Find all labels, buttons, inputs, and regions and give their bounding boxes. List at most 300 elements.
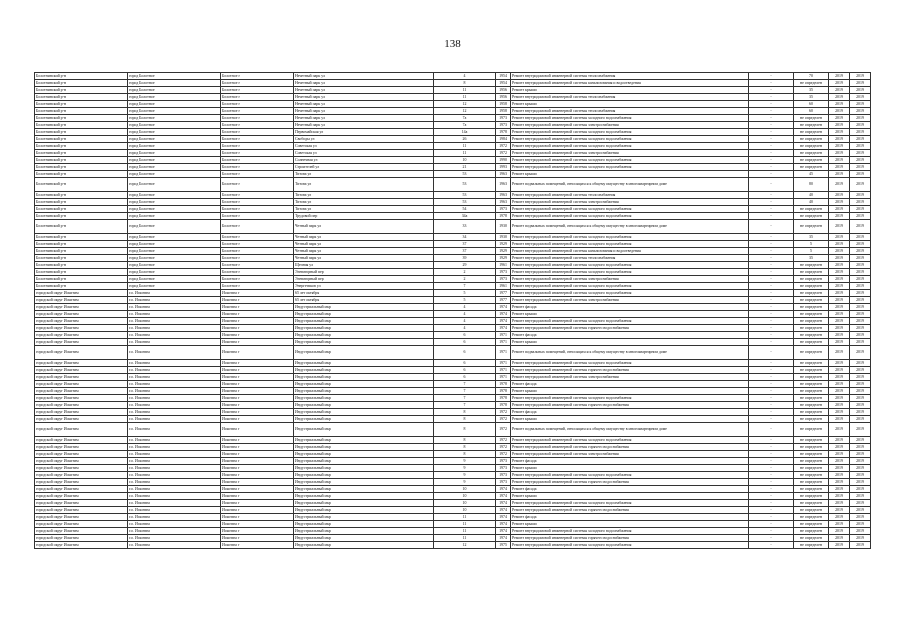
- year-built-cell: 1971: [496, 367, 511, 374]
- start-year-cell: 2019: [829, 486, 850, 493]
- house-number-cell: 8: [434, 444, 496, 451]
- cost-cell: 35: [794, 255, 829, 262]
- work-type-cell: Ремонт крыши: [511, 87, 749, 94]
- end-year-cell: 2019: [850, 500, 871, 507]
- work-type-cell: Ремонт внутридомовой инженерной системы холодного водоснабжения: [511, 164, 749, 171]
- year-built-cell: 1974: [496, 528, 511, 535]
- house-number-cell: 21: [434, 164, 496, 171]
- work-type-cell: Ремонт внутридомовой инженерной системы холодного водоснабжения: [511, 318, 749, 325]
- district-cell: городской округ Искитим: [35, 514, 128, 521]
- cost-cell: не определен: [794, 409, 829, 416]
- start-year-cell: 2019: [829, 402, 850, 409]
- table-row: [35, 535, 871, 542]
- year-built-cell: 1930: [496, 234, 511, 241]
- locality-cell: Болотное г: [221, 94, 294, 101]
- street-cell: Индустриальный мкр: [294, 402, 434, 409]
- locality-cell: Искитим г: [221, 514, 294, 521]
- table-row: [35, 213, 871, 220]
- table-row: [35, 395, 871, 402]
- end-year-cell: 2019: [850, 150, 871, 157]
- district-cell: Болотнинский р-н: [35, 143, 128, 150]
- start-year-cell: 2019: [829, 206, 850, 213]
- dash-cell: -: [749, 101, 794, 108]
- end-year-cell: 2019: [850, 115, 871, 122]
- end-year-cell: 2019: [850, 528, 871, 535]
- municipality-cell: город Болотное: [128, 136, 221, 143]
- municipality-cell: г.о. Искитим: [128, 458, 221, 465]
- table-row: [35, 332, 871, 339]
- dash-cell: -: [749, 514, 794, 521]
- house-number-cell: 10: [434, 507, 496, 514]
- district-cell: Болотнинский р-н: [35, 269, 128, 276]
- end-year-cell: 2019: [850, 157, 871, 164]
- year-built-cell: 1963: [496, 171, 511, 178]
- street-cell: Индустриальный мкр: [294, 535, 434, 542]
- table-row: [35, 465, 871, 472]
- locality-cell: Искитим г: [221, 332, 294, 339]
- start-year-cell: 2019: [829, 234, 850, 241]
- district-cell: городской округ Искитим: [35, 360, 128, 367]
- dash-cell: -: [749, 332, 794, 339]
- street-cell: Индустриальный мкр: [294, 381, 434, 388]
- start-year-cell: 2019: [829, 241, 850, 248]
- municipality-cell: г.о. Искитим: [128, 374, 221, 381]
- end-year-cell: 2019: [850, 388, 871, 395]
- street-cell: Индустриальный мкр: [294, 360, 434, 367]
- municipality-cell: г.о. Искитим: [128, 437, 221, 444]
- street-cell: Нечетный парк ул: [294, 115, 434, 122]
- locality-cell: Искитим г: [221, 325, 294, 332]
- district-cell: Болотнинский р-н: [35, 122, 128, 129]
- year-built-cell: 1978: [496, 129, 511, 136]
- cost-cell: 35: [794, 87, 829, 94]
- district-cell: Болотнинский р-н: [35, 255, 128, 262]
- cost-cell: не определен: [794, 486, 829, 493]
- work-type-cell: Ремонт внутридомовой инженерной системы холодного водоснабжения: [511, 472, 749, 479]
- district-cell: Болотнинский р-н: [35, 80, 128, 87]
- district-cell: городской округ Искитим: [35, 486, 128, 493]
- municipality-cell: город Болотное: [128, 206, 221, 213]
- table-row: [35, 283, 871, 290]
- locality-cell: Болотное г: [221, 262, 294, 269]
- street-cell: Титова ул: [294, 199, 434, 206]
- cost-cell: не определен: [794, 339, 829, 346]
- street-cell: Энергетиков ул: [294, 283, 434, 290]
- year-built-cell: 1973: [496, 276, 511, 283]
- dash-cell: -: [749, 444, 794, 451]
- dash-cell: -: [749, 437, 794, 444]
- table-row: [35, 80, 871, 87]
- start-year-cell: 2019: [829, 276, 850, 283]
- start-year-cell: 2019: [829, 269, 850, 276]
- year-built-cell: 1958: [496, 108, 511, 115]
- municipality-cell: г.о. Искитим: [128, 346, 221, 360]
- work-type-cell: Ремонт внутридомовой инженерной системы холодного водоснабжения: [511, 241, 749, 248]
- municipality-cell: город Болотное: [128, 241, 221, 248]
- work-type-cell: Ремонт внутридомовой инженерной системы электроснабжения: [511, 122, 749, 129]
- start-year-cell: 2019: [829, 157, 850, 164]
- cost-cell: не определен: [794, 451, 829, 458]
- year-built-cell: 1974: [496, 521, 511, 528]
- locality-cell: Болотное г: [221, 115, 294, 122]
- locality-cell: Болотное г: [221, 178, 294, 192]
- locality-cell: Искитим г: [221, 437, 294, 444]
- end-year-cell: 2019: [850, 318, 871, 325]
- dash-cell: -: [749, 199, 794, 206]
- district-cell: Болотнинский р-н: [35, 108, 128, 115]
- street-cell: Индустриальный мкр: [294, 444, 434, 451]
- municipality-cell: г.о. Искитим: [128, 304, 221, 311]
- table-row: [35, 143, 871, 150]
- year-built-cell: 1974: [496, 535, 511, 542]
- table-row: [35, 269, 871, 276]
- cost-cell: не определен: [794, 290, 829, 297]
- district-cell: городской округ Искитим: [35, 479, 128, 486]
- house-number-cell: 2: [434, 276, 496, 283]
- house-number-cell: 6: [434, 367, 496, 374]
- locality-cell: Искитим г: [221, 374, 294, 381]
- table-row: [35, 150, 871, 157]
- locality-cell: Искитим г: [221, 311, 294, 318]
- municipality-cell: город Болотное: [128, 101, 221, 108]
- end-year-cell: 2019: [850, 535, 871, 542]
- work-type-cell: Ремонт подвальных помещений, относящихся к общему имуществу в многоквартирном доме: [511, 220, 749, 234]
- work-type-cell: Ремонт внутридомовой инженерной системы канализования и водоотведения: [511, 80, 749, 87]
- house-number-cell: 7: [434, 388, 496, 395]
- locality-cell: Искитим г: [221, 318, 294, 325]
- street-cell: Индустриальный мкр: [294, 437, 434, 444]
- dash-cell: -: [749, 178, 794, 192]
- dash-cell: -: [749, 535, 794, 542]
- locality-cell: Болотное г: [221, 73, 294, 80]
- municipality-cell: г.о. Искитим: [128, 325, 221, 332]
- cost-cell: не определен: [794, 297, 829, 304]
- municipality-cell: город Болотное: [128, 234, 221, 241]
- municipality-cell: город Болотное: [128, 171, 221, 178]
- municipality-cell: г.о. Искитим: [128, 290, 221, 297]
- table-row: [35, 87, 871, 94]
- dash-cell: -: [749, 479, 794, 486]
- dash-cell: -: [749, 206, 794, 213]
- start-year-cell: 2019: [829, 416, 850, 423]
- work-type-cell: Ремонт внутридомовой инженерной системы электроснабжения: [511, 199, 749, 206]
- end-year-cell: 2019: [850, 73, 871, 80]
- locality-cell: Болотное г: [221, 234, 294, 241]
- work-type-cell: Ремонт внутридомовой инженерной системы электроснабжения: [511, 374, 749, 381]
- start-year-cell: 2019: [829, 220, 850, 234]
- year-built-cell: 1972: [496, 451, 511, 458]
- street-cell: Первомайская ул: [294, 129, 434, 136]
- street-cell: Индустриальный мкр: [294, 395, 434, 402]
- start-year-cell: 2019: [829, 108, 850, 115]
- year-built-cell: 1961: [496, 262, 511, 269]
- municipality-cell: г.о. Искитим: [128, 318, 221, 325]
- work-type-cell: Ремонт крыши: [511, 493, 749, 500]
- house-number-cell: 7: [434, 283, 496, 290]
- year-built-cell: 1973: [496, 472, 511, 479]
- start-year-cell: 2019: [829, 94, 850, 101]
- work-type-cell: Ремонт внутридомовой инженерной системы холодного водоснабжения: [511, 395, 749, 402]
- cost-cell: не определен: [794, 122, 829, 129]
- table-row: [35, 178, 871, 192]
- work-type-cell: Ремонт фасада: [511, 409, 749, 416]
- table-row: [35, 241, 871, 248]
- start-year-cell: 2019: [829, 255, 850, 262]
- work-type-cell: Ремонт подвальных помещений, относящихся к общему имуществу в многоквартирном доме: [511, 423, 749, 437]
- dash-cell: -: [749, 115, 794, 122]
- municipality-cell: город Болотное: [128, 269, 221, 276]
- house-number-cell: 53: [434, 199, 496, 206]
- work-type-cell: Ремонт крыши: [511, 388, 749, 395]
- street-cell: Свободы ул: [294, 136, 434, 143]
- house-number-cell: 4: [434, 318, 496, 325]
- cost-cell: не определен: [794, 325, 829, 332]
- locality-cell: Болотное г: [221, 171, 294, 178]
- district-cell: городской округ Искитим: [35, 472, 128, 479]
- municipality-cell: г.о. Искитим: [128, 381, 221, 388]
- start-year-cell: 2019: [829, 143, 850, 150]
- dash-cell: -: [749, 507, 794, 514]
- locality-cell: Болотное г: [221, 80, 294, 87]
- dash-cell: -: [749, 346, 794, 360]
- district-cell: городской округ Искитим: [35, 437, 128, 444]
- cost-cell: не определен: [794, 346, 829, 360]
- year-built-cell: 1974: [496, 500, 511, 507]
- work-type-cell: Ремонт внутридомовой инженерной системы теплоснабжения: [511, 94, 749, 101]
- district-cell: городской округ Искитим: [35, 493, 128, 500]
- district-cell: городской округ Искитим: [35, 521, 128, 528]
- cost-cell: не определен: [794, 535, 829, 542]
- work-type-cell: Ремонт внутридомовой инженерной системы холодного водоснабжения: [511, 500, 749, 507]
- locality-cell: Болотное г: [221, 150, 294, 157]
- year-built-cell: 1954: [496, 80, 511, 87]
- municipality-cell: город Болотное: [128, 94, 221, 101]
- cost-cell: 70: [794, 73, 829, 80]
- work-type-cell: Ремонт внутридомовой инженерной системы холодного водоснабжения: [511, 129, 749, 136]
- municipality-cell: город Болотное: [128, 129, 221, 136]
- end-year-cell: 2019: [850, 178, 871, 192]
- year-built-cell: 1954: [496, 73, 511, 80]
- locality-cell: Искитим г: [221, 493, 294, 500]
- work-type-cell: Ремонт внутридомовой инженерной системы горячего водоснабжения: [511, 479, 749, 486]
- year-built-cell: 1971: [496, 360, 511, 367]
- year-built-cell: 1972: [496, 416, 511, 423]
- start-year-cell: 2019: [829, 136, 850, 143]
- cost-cell: не определен: [794, 395, 829, 402]
- year-built-cell: 1972: [496, 437, 511, 444]
- street-cell: Индустриальный мкр: [294, 346, 434, 360]
- house-number-cell: 7: [434, 395, 496, 402]
- street-cell: Титова ул: [294, 206, 434, 213]
- cost-cell: не определен: [794, 276, 829, 283]
- house-number-cell: 34а: [434, 213, 496, 220]
- cost-cell: не определен: [794, 528, 829, 535]
- year-built-cell: 1971: [496, 339, 511, 346]
- district-cell: Болотнинский р-н: [35, 129, 128, 136]
- dash-cell: -: [749, 423, 794, 437]
- house-number-cell: 12: [434, 101, 496, 108]
- year-built-cell: 1974: [496, 325, 511, 332]
- end-year-cell: 2019: [850, 241, 871, 248]
- locality-cell: Искитим г: [221, 528, 294, 535]
- district-cell: Болотнинский р-н: [35, 164, 128, 171]
- work-type-cell: Ремонт внутридомовой инженерной системы холодного водоснабжения: [511, 290, 749, 297]
- locality-cell: Искитим г: [221, 416, 294, 423]
- start-year-cell: 2019: [829, 248, 850, 255]
- street-cell: Индустриальный мкр: [294, 416, 434, 423]
- work-type-cell: Ремонт внутридомовой инженерной системы теплоснабжения: [511, 255, 749, 262]
- street-cell: Индустриальный мкр: [294, 500, 434, 507]
- year-built-cell: 1978: [496, 388, 511, 395]
- work-type-cell: Ремонт крыши: [511, 521, 749, 528]
- dash-cell: -: [749, 192, 794, 199]
- house-number-cell: 5: [434, 297, 496, 304]
- cost-cell: не определен: [794, 367, 829, 374]
- end-year-cell: 2019: [850, 479, 871, 486]
- year-built-cell: 1975: [496, 542, 511, 549]
- municipality-cell: г.о. Искитим: [128, 423, 221, 437]
- house-number-cell: 10: [434, 486, 496, 493]
- municipality-cell: г.о. Искитим: [128, 388, 221, 395]
- locality-cell: Искитим г: [221, 409, 294, 416]
- street-cell: Нечетный парк ул: [294, 73, 434, 80]
- work-type-cell: Ремонт внутридомовой инженерной системы горячего водоснабжения: [511, 535, 749, 542]
- cost-cell: не определен: [794, 150, 829, 157]
- district-cell: городской округ Искитим: [35, 528, 128, 535]
- dash-cell: -: [749, 248, 794, 255]
- work-type-cell: Ремонт внутридомовой инженерной системы электроснабжения: [511, 297, 749, 304]
- table-row: [35, 311, 871, 318]
- table-row: [35, 192, 871, 199]
- work-type-cell: Ремонт внутридомовой инженерной системы холодного водоснабжения: [511, 437, 749, 444]
- work-type-cell: Ремонт внутридомовой инженерной системы теплоснабжения: [511, 73, 749, 80]
- work-type-cell: Ремонт внутридомовой инженерной системы горячего водоснабжения: [511, 402, 749, 409]
- house-number-cell: 53: [434, 171, 496, 178]
- street-cell: Нечетный парк ул: [294, 94, 434, 101]
- cost-cell: не определен: [794, 507, 829, 514]
- dash-cell: -: [749, 542, 794, 549]
- district-cell: городской округ Искитим: [35, 374, 128, 381]
- locality-cell: Болотное г: [221, 87, 294, 94]
- locality-cell: Болотное г: [221, 108, 294, 115]
- house-number-cell: 9: [434, 479, 496, 486]
- dash-cell: -: [749, 325, 794, 332]
- table-row: [35, 521, 871, 528]
- cost-cell: не определен: [794, 500, 829, 507]
- end-year-cell: 2019: [850, 269, 871, 276]
- house-number-cell: 4: [434, 304, 496, 311]
- end-year-cell: 2019: [850, 514, 871, 521]
- cost-cell: не определен: [794, 318, 829, 325]
- end-year-cell: 2019: [850, 444, 871, 451]
- start-year-cell: 2019: [829, 318, 850, 325]
- work-type-cell: Ремонт внутридомовой инженерной системы горячего водоснабжения: [511, 444, 749, 451]
- start-year-cell: 2019: [829, 535, 850, 542]
- district-cell: Болотнинский р-н: [35, 199, 128, 206]
- cost-cell: 35: [794, 94, 829, 101]
- work-type-cell: Ремонт фасада: [511, 458, 749, 465]
- end-year-cell: 2019: [850, 213, 871, 220]
- table-row: [35, 423, 871, 437]
- municipality-cell: г.о. Искитим: [128, 528, 221, 535]
- start-year-cell: 2019: [829, 122, 850, 129]
- street-cell: Щепная ул: [294, 262, 434, 269]
- municipality-cell: г.о. Искитим: [128, 465, 221, 472]
- locality-cell: Искитим г: [221, 444, 294, 451]
- end-year-cell: 2019: [850, 367, 871, 374]
- start-year-cell: 2019: [829, 101, 850, 108]
- locality-cell: Болотное г: [221, 276, 294, 283]
- house-number-cell: 53: [434, 178, 496, 192]
- district-cell: Болотнинский р-н: [35, 248, 128, 255]
- municipality-cell: г.о. Искитим: [128, 332, 221, 339]
- dash-cell: -: [749, 220, 794, 234]
- work-type-cell: Ремонт внутридомовой инженерной системы холодного водоснабжения: [511, 143, 749, 150]
- cost-cell: не определен: [794, 444, 829, 451]
- work-type-cell: Ремонт фасада: [511, 486, 749, 493]
- house-number-cell: 8: [434, 80, 496, 87]
- start-year-cell: 2019: [829, 80, 850, 87]
- cost-cell: не определен: [794, 472, 829, 479]
- start-year-cell: 2019: [829, 283, 850, 290]
- end-year-cell: 2019: [850, 87, 871, 94]
- start-year-cell: 2019: [829, 87, 850, 94]
- end-year-cell: 2019: [850, 472, 871, 479]
- municipality-cell: г.о. Искитим: [128, 339, 221, 346]
- municipality-cell: город Болотное: [128, 248, 221, 255]
- locality-cell: Искитим г: [221, 381, 294, 388]
- start-year-cell: 2019: [829, 395, 850, 402]
- house-number-cell: 11: [434, 94, 496, 101]
- house-number-cell: 11: [434, 514, 496, 521]
- district-cell: городской округ Искитим: [35, 332, 128, 339]
- street-cell: Индустриальный мкр: [294, 374, 434, 381]
- dash-cell: -: [749, 129, 794, 136]
- municipality-cell: г.о. Искитим: [128, 507, 221, 514]
- cost-cell: не определен: [794, 514, 829, 521]
- table-row: [35, 388, 871, 395]
- street-cell: Индустриальный мкр: [294, 388, 434, 395]
- year-built-cell: 1972: [496, 143, 511, 150]
- municipality-cell: г.о. Искитим: [128, 472, 221, 479]
- table-row: [35, 444, 871, 451]
- dash-cell: -: [749, 262, 794, 269]
- end-year-cell: 2019: [850, 248, 871, 255]
- district-cell: Болотнинский р-н: [35, 150, 128, 157]
- work-type-cell: Ремонт внутридомовой инженерной системы электроснабжения: [511, 150, 749, 157]
- house-number-cell: 8: [434, 423, 496, 437]
- capital-repair-table: [34, 72, 871, 549]
- year-built-cell: 1958: [496, 101, 511, 108]
- house-number-cell: 10: [434, 493, 496, 500]
- table-row: [35, 402, 871, 409]
- start-year-cell: 2019: [829, 339, 850, 346]
- district-cell: Болотнинский р-н: [35, 213, 128, 220]
- start-year-cell: 2019: [829, 73, 850, 80]
- dash-cell: -: [749, 164, 794, 171]
- end-year-cell: 2019: [850, 199, 871, 206]
- house-number-cell: 12: [434, 542, 496, 549]
- end-year-cell: 2019: [850, 402, 871, 409]
- work-type-cell: Ремонт внутридомовой инженерной системы холодного водоснабжения: [511, 528, 749, 535]
- start-year-cell: 2019: [829, 444, 850, 451]
- house-number-cell: 37: [434, 241, 496, 248]
- house-number-cell: 10: [434, 157, 496, 164]
- cost-cell: не определен: [794, 381, 829, 388]
- district-cell: Болотнинский р-н: [35, 94, 128, 101]
- end-year-cell: 2019: [850, 311, 871, 318]
- municipality-cell: г.о. Искитим: [128, 311, 221, 318]
